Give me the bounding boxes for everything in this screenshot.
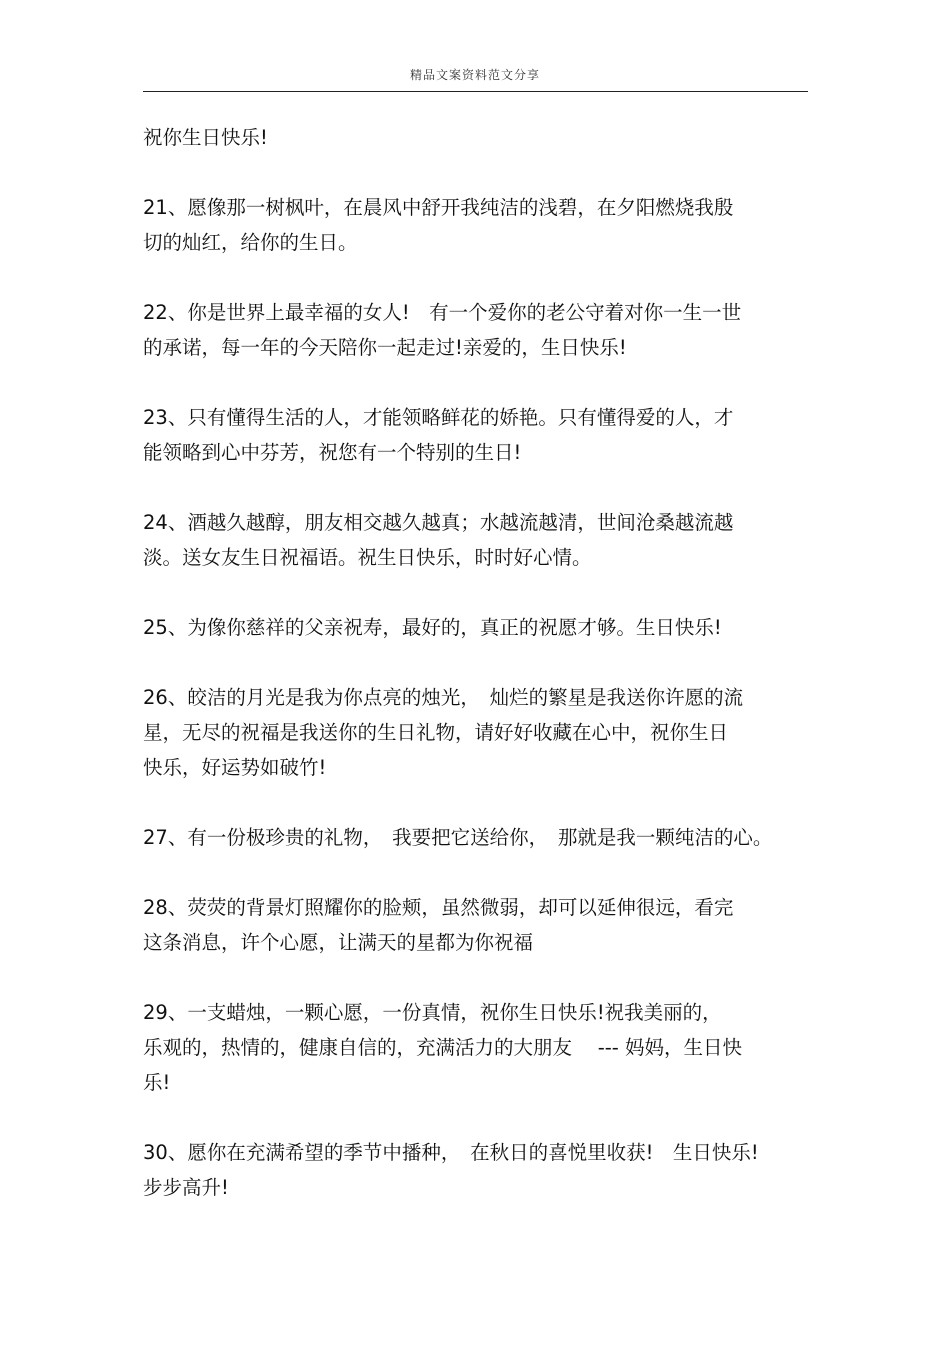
- paragraph-21: [143, 190, 808, 260]
- header-divider: [143, 91, 808, 92]
- paragraph-26: [143, 680, 808, 785]
- text-line: 能领略到心中芬芳，祝您有一个特别的生日!: [143, 441, 522, 464]
- paragraph-23: [143, 400, 808, 470]
- text-line: 淡。送女友生日祝福语。祝生日快乐，时时好心情。: [143, 546, 592, 569]
- text-line: 30、愿你在充满希望的季节中播种， 在秋日的喜悦里收获! 生日快乐!: [143, 1141, 759, 1164]
- paragraph-30: [143, 1135, 808, 1205]
- text-line: 23、只有懂得生活的人，才能领略鲜花的娇艳。只有懂得爱的人，才: [143, 406, 734, 429]
- paragraph-27: [143, 820, 808, 855]
- text-line: 29、一支蜡烛，一颗心愿，一份真情，祝你生日快乐!祝我美丽的，: [143, 1001, 722, 1024]
- paragraph-25: [143, 610, 808, 645]
- text-line: 乐观的，热情的，健康自信的，充满活力的大朋友 --- 妈妈，生日快: [143, 1036, 743, 1059]
- paragraph-0: [143, 120, 808, 155]
- page-header: 精品文案资料范文分享: [409, 68, 540, 82]
- paragraph-28: [143, 890, 808, 960]
- paragraph-22: [143, 295, 808, 365]
- document-body: [143, 120, 808, 1240]
- paragraph-29: [143, 995, 808, 1100]
- text-line: 祝你生日快乐!: [143, 126, 268, 149]
- text-line: 切的灿红，给你的生日。: [143, 231, 358, 254]
- text-line: 的承诺，每一年的今天陪你一起走过!亲爱的，生日快乐!: [143, 336, 627, 359]
- text-line: 步步高升!: [143, 1176, 229, 1199]
- text-line: 28、荧荧的背景灯照耀你的脸颊，虽然微弱，却可以延伸很远，看完: [143, 896, 734, 919]
- text-line: 25、为像你慈祥的父亲祝寿，最好的，真正的祝愿才够。生日快乐!: [143, 616, 722, 639]
- text-line: 星，无尽的祝福是我送你的生日礼物，请好好收藏在心中，祝你生日: [143, 721, 729, 744]
- text-line: 26、皎洁的月光是我为你点亮的烛光， 灿烂的繁星是我送你许愿的流: [143, 686, 744, 709]
- text-line: 22、你是世界上最幸福的女人! 有一个爱你的老公守着对你一生一世: [143, 301, 742, 324]
- paragraph-24: [143, 505, 808, 575]
- text-line: 27、有一份极珍贵的礼物， 我要把它送给你， 那就是我一颗纯洁的心。: [143, 826, 773, 849]
- text-line: 乐!: [143, 1071, 171, 1094]
- text-line: 21、愿像那一树枫叶，在晨风中舒开我纯洁的浅碧，在夕阳燃烧我殷: [143, 196, 734, 219]
- text-line: 快乐，好运势如破竹!: [143, 756, 327, 779]
- text-line: 24、酒越久越醇，朋友相交越久越真；水越流越清，世间沧桑越流越: [143, 511, 734, 534]
- text-line: 这条消息，许个心愿，让满天的星都为你祝福: [143, 931, 534, 954]
